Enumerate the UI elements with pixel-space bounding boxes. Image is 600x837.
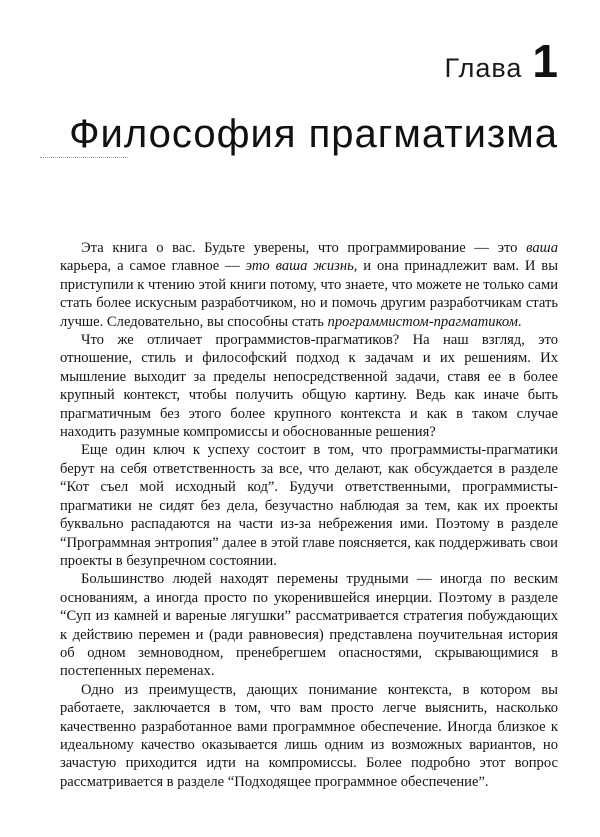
paragraph-1-emphasis-2: это ваша жизнь <box>245 258 354 275</box>
paragraph-2: Что же отличает программистов-прагматиков? На наш взгляд, это отношение, стиль и философский подход к задачам и их решениям. Их мышление выходит за пределы непосредственной задачи, ставя ее в более крупный контекст, чтобы получить общую картину. Ведь как иначе быть прагматичным без этого более крупного контекста и как в таком случае находить разумные компромиссы и обоснованные решения? <box>60 332 558 441</box>
chapter-label <box>444 35 558 87</box>
paragraph-1-part-2: карьера, а самое главное — <box>60 258 246 275</box>
paragraph-1-part-1: Эта книга о вас. Будьте уверены, что программирование — это <box>81 240 527 256</box>
paragraph-5: Одно из преимуществ, дающих понимание контекста, в котором вы работаете, заключается в том, что вам просто легче выяснить, насколько качественно разработанное вами программное обеспечение. Иногда близкое к идеальному качество оказывается лишь одним из возможных вариантов, но зачастую приходится идти на компромиссы. Более подробно этот вопрос рассматривается в разделе “Подходящее программное обеспечение”. <box>60 681 558 790</box>
paragraph-1 <box>60 239 558 331</box>
title-dotted-rule <box>40 157 128 158</box>
chapter-title: Философия прагматизма <box>69 112 558 156</box>
paragraph-1-emphasis-1: ваша <box>526 240 558 256</box>
chapter-number: 1 <box>532 35 558 87</box>
body-text <box>60 239 558 791</box>
paragraph-1-part-4: . <box>517 313 522 330</box>
paragraph-4: Большинство людей находят перемены трудными — иногда по веским основаниям, а иногда просто по укоренившейся инерции. Поэтому в разделе “Суп из камней и вареные лягушки” рассматривается стратегия побуждающих к действию перемен и (ради равновесия) представлена поучительная история об одном земноводном, пренебрегшем опасностями, скрывающимися в постепенных переменах. <box>60 571 558 680</box>
paragraph-1-part-3: , и она принадлежит вам. И вы приступили к чтению этой книги потому, что знаете, что можете не только сами стать более искусным разработчиком, но и помочь другим разработчикам стать лучше. Следовательно, вы способны стать <box>60 258 558 330</box>
chapter-word: Глава <box>444 53 523 83</box>
paragraph-1-emphasis-3: программистом-прагматиком <box>327 313 518 330</box>
paragraph-3: Еще один ключ к успеху состоит в том, что программисты-прагматики берут на себя ответственность за все, что делают, как обсуждается в разделе “Кот съел мой исходный код”. Будучи ответственными, программисты-прагматики не сидят без дела, безучастно наблюдая за тем, как их проекты буквально распадаются на части из-за небрежения ими. Поэтому в разделе “Программная энтропия” далее в этой главе поясняется, как поддерживать свои проекты в безупречном состоянии. <box>60 442 558 569</box>
